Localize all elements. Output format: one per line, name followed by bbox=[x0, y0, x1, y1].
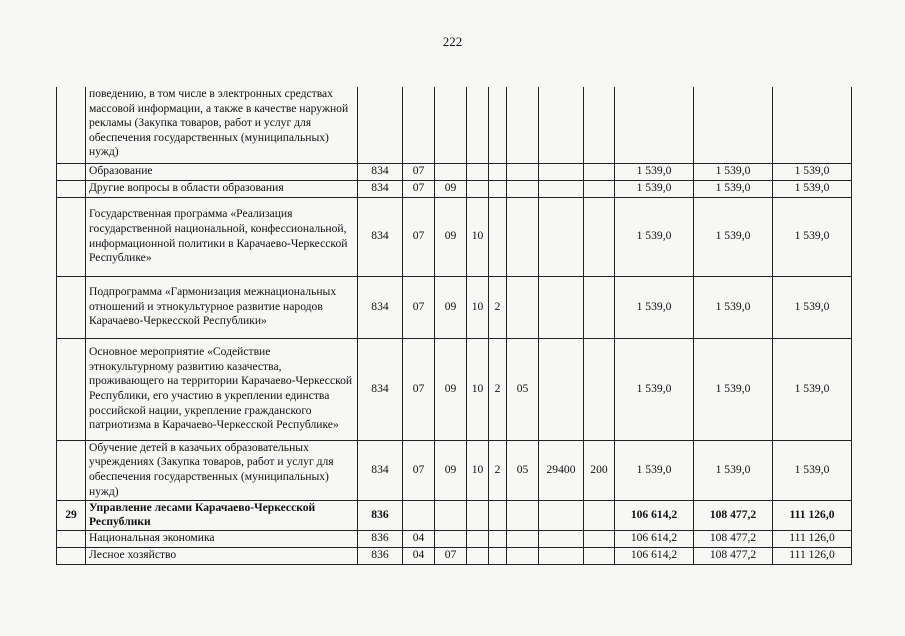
expense-type-code bbox=[584, 87, 615, 163]
expense-type-code: 200 bbox=[584, 440, 615, 500]
activity-code bbox=[507, 197, 539, 276]
grbs-code: 836 bbox=[358, 500, 403, 530]
amount-year-3: 1 539,0 bbox=[773, 276, 852, 338]
activity-code bbox=[507, 530, 539, 547]
subprogram-code bbox=[489, 163, 507, 180]
amount-year-1: 1 539,0 bbox=[615, 440, 694, 500]
table-row bbox=[57, 530, 852, 547]
direction-code bbox=[539, 500, 584, 530]
amount-year-1: 1 539,0 bbox=[615, 197, 694, 276]
grbs-code: 834 bbox=[358, 276, 403, 338]
program-code: 10 bbox=[467, 440, 489, 500]
amount-year-3: 1 539,0 bbox=[773, 440, 852, 500]
subprogram-code: 2 bbox=[489, 338, 507, 440]
grbs-code: 834 bbox=[358, 163, 403, 180]
program-code: 10 bbox=[467, 276, 489, 338]
direction-code bbox=[539, 163, 584, 180]
amount-year-2: 108 477,2 bbox=[694, 547, 773, 564]
activity-code: 05 bbox=[507, 338, 539, 440]
amount-year-1: 106 614,2 bbox=[615, 530, 694, 547]
grbs-code: 834 bbox=[358, 180, 403, 197]
amount-year-3 bbox=[773, 87, 852, 163]
amount-year-3: 1 539,0 bbox=[773, 197, 852, 276]
table-row bbox=[57, 500, 852, 530]
amount-year-2: 1 539,0 bbox=[694, 338, 773, 440]
expense-type-code bbox=[584, 338, 615, 440]
amount-year-1: 1 539,0 bbox=[615, 276, 694, 338]
amount-year-2: 1 539,0 bbox=[694, 197, 773, 276]
subprogram-code bbox=[489, 180, 507, 197]
amount-year-2: 1 539,0 bbox=[694, 276, 773, 338]
program-code bbox=[467, 547, 489, 564]
subsection-code bbox=[435, 530, 467, 547]
row-number bbox=[57, 87, 86, 163]
expense-type-code bbox=[584, 276, 615, 338]
activity-code bbox=[507, 547, 539, 564]
amount-year-3: 111 126,0 bbox=[773, 500, 852, 530]
section-code: 04 bbox=[403, 530, 435, 547]
subprogram-code: 2 bbox=[489, 440, 507, 500]
row-number bbox=[57, 530, 86, 547]
table-row bbox=[57, 197, 852, 276]
grbs-code bbox=[358, 87, 403, 163]
amount-year-2: 108 477,2 bbox=[694, 530, 773, 547]
subsection-code bbox=[435, 87, 467, 163]
amount-year-1: 106 614,2 bbox=[615, 500, 694, 530]
table-row bbox=[57, 276, 852, 338]
subsection-code bbox=[435, 500, 467, 530]
subprogram-code bbox=[489, 197, 507, 276]
subprogram-code bbox=[489, 87, 507, 163]
expense-name: Обучение детей в казачьих образовательных учреждениях (Закупка товаров, работ и услуг для обеспечения государственных (муниципальных) нужд) bbox=[86, 440, 358, 500]
expense-type-code bbox=[584, 500, 615, 530]
expense-name: Образование bbox=[86, 163, 358, 180]
activity-code bbox=[507, 87, 539, 163]
grbs-code: 834 bbox=[358, 338, 403, 440]
amount-year-3: 1 539,0 bbox=[773, 338, 852, 440]
direction-code bbox=[539, 180, 584, 197]
amount-year-2: 1 539,0 bbox=[694, 163, 773, 180]
expense-name: Основное мероприятие «Содействие этнокультурному развитию казачества, проживающего на территории Карачаево-Черкесской Республики, его участию в укреплении единства российской нации, укрепление гражданского патриотизма в Карачаево-Черкесской Республике» bbox=[86, 338, 358, 440]
subprogram-code bbox=[489, 500, 507, 530]
budget-table bbox=[56, 87, 852, 565]
expense-name: Управление лесами Карачаево-Черкесской Республики bbox=[86, 500, 358, 530]
subprogram-code bbox=[489, 530, 507, 547]
program-code bbox=[467, 163, 489, 180]
subsection-code: 09 bbox=[435, 197, 467, 276]
table-row bbox=[57, 180, 852, 197]
program-code: 10 bbox=[467, 197, 489, 276]
row-number bbox=[57, 440, 86, 500]
section-code bbox=[403, 500, 435, 530]
subsection-code: 07 bbox=[435, 547, 467, 564]
grbs-code: 836 bbox=[358, 547, 403, 564]
expense-name: Другие вопросы в области образования bbox=[86, 180, 358, 197]
amount-year-3: 1 539,0 bbox=[773, 163, 852, 180]
section-code: 04 bbox=[403, 547, 435, 564]
amount-year-2: 1 539,0 bbox=[694, 440, 773, 500]
table-row bbox=[57, 338, 852, 440]
section-code: 07 bbox=[403, 338, 435, 440]
program-code: 10 bbox=[467, 338, 489, 440]
activity-code bbox=[507, 163, 539, 180]
amount-year-1: 106 614,2 bbox=[615, 547, 694, 564]
expense-name: Лесное хозяйство bbox=[86, 547, 358, 564]
table-row bbox=[57, 547, 852, 564]
table-row bbox=[57, 87, 852, 163]
program-code bbox=[467, 180, 489, 197]
row-number bbox=[57, 338, 86, 440]
amount-year-2 bbox=[694, 87, 773, 163]
direction-code bbox=[539, 530, 584, 547]
subsection-code: 09 bbox=[435, 276, 467, 338]
activity-code: 05 bbox=[507, 440, 539, 500]
subsection-code: 09 bbox=[435, 440, 467, 500]
subsection-code: 09 bbox=[435, 338, 467, 440]
row-number: 29 bbox=[57, 500, 86, 530]
grbs-code: 834 bbox=[358, 197, 403, 276]
activity-code bbox=[507, 500, 539, 530]
activity-code bbox=[507, 180, 539, 197]
amount-year-1: 1 539,0 bbox=[615, 338, 694, 440]
direction-code bbox=[539, 338, 584, 440]
table-row bbox=[57, 163, 852, 180]
program-code bbox=[467, 500, 489, 530]
expense-type-code bbox=[584, 530, 615, 547]
expense-name: Национальная экономика bbox=[86, 530, 358, 547]
row-number bbox=[57, 547, 86, 564]
expense-name: Подпрограмма «Гармонизация межнациональных отношений и этнокультурное развитие народов Карачаево-Черкесской Республики» bbox=[86, 276, 358, 338]
section-code: 07 bbox=[403, 440, 435, 500]
direction-code bbox=[539, 87, 584, 163]
expense-type-code bbox=[584, 197, 615, 276]
section-code: 07 bbox=[403, 163, 435, 180]
amount-year-2: 1 539,0 bbox=[694, 180, 773, 197]
expense-name: поведению, в том числе в электронных средствах массовой информации, а также в качестве наружной рекламы (Закупка товаров, работ и услуг для обеспечения государственных (муниципальных) нужд) bbox=[86, 87, 358, 163]
row-number bbox=[57, 180, 86, 197]
subsection-code: 09 bbox=[435, 180, 467, 197]
table-row bbox=[57, 440, 852, 500]
activity-code bbox=[507, 276, 539, 338]
program-code bbox=[467, 530, 489, 547]
direction-code bbox=[539, 547, 584, 564]
grbs-code: 836 bbox=[358, 530, 403, 547]
amount-year-2: 108 477,2 bbox=[694, 500, 773, 530]
direction-code bbox=[539, 276, 584, 338]
amount-year-3: 111 126,0 bbox=[773, 547, 852, 564]
subprogram-code bbox=[489, 547, 507, 564]
direction-code bbox=[539, 197, 584, 276]
section-code: 07 bbox=[403, 276, 435, 338]
row-number bbox=[57, 197, 86, 276]
direction-code: 29400 bbox=[539, 440, 584, 500]
expense-type-code bbox=[584, 163, 615, 180]
page-number: 222 bbox=[442, 34, 463, 49]
expense-name: Государственная программа «Реализация государственной национальной, конфессиональной, информационной политики в Карачаево-Черкесской Республике» bbox=[86, 197, 358, 276]
expense-type-code bbox=[584, 547, 615, 564]
amount-year-1 bbox=[615, 87, 694, 163]
grbs-code: 834 bbox=[358, 440, 403, 500]
row-number bbox=[57, 163, 86, 180]
expense-type-code bbox=[584, 180, 615, 197]
amount-year-1: 1 539,0 bbox=[615, 163, 694, 180]
subsection-code bbox=[435, 163, 467, 180]
subprogram-code: 2 bbox=[489, 276, 507, 338]
amount-year-3: 1 539,0 bbox=[773, 180, 852, 197]
section-code: 07 bbox=[403, 197, 435, 276]
program-code bbox=[467, 87, 489, 163]
section-code: 07 bbox=[403, 180, 435, 197]
amount-year-3: 111 126,0 bbox=[773, 530, 852, 547]
amount-year-1: 1 539,0 bbox=[615, 180, 694, 197]
row-number bbox=[57, 276, 86, 338]
section-code bbox=[403, 87, 435, 163]
